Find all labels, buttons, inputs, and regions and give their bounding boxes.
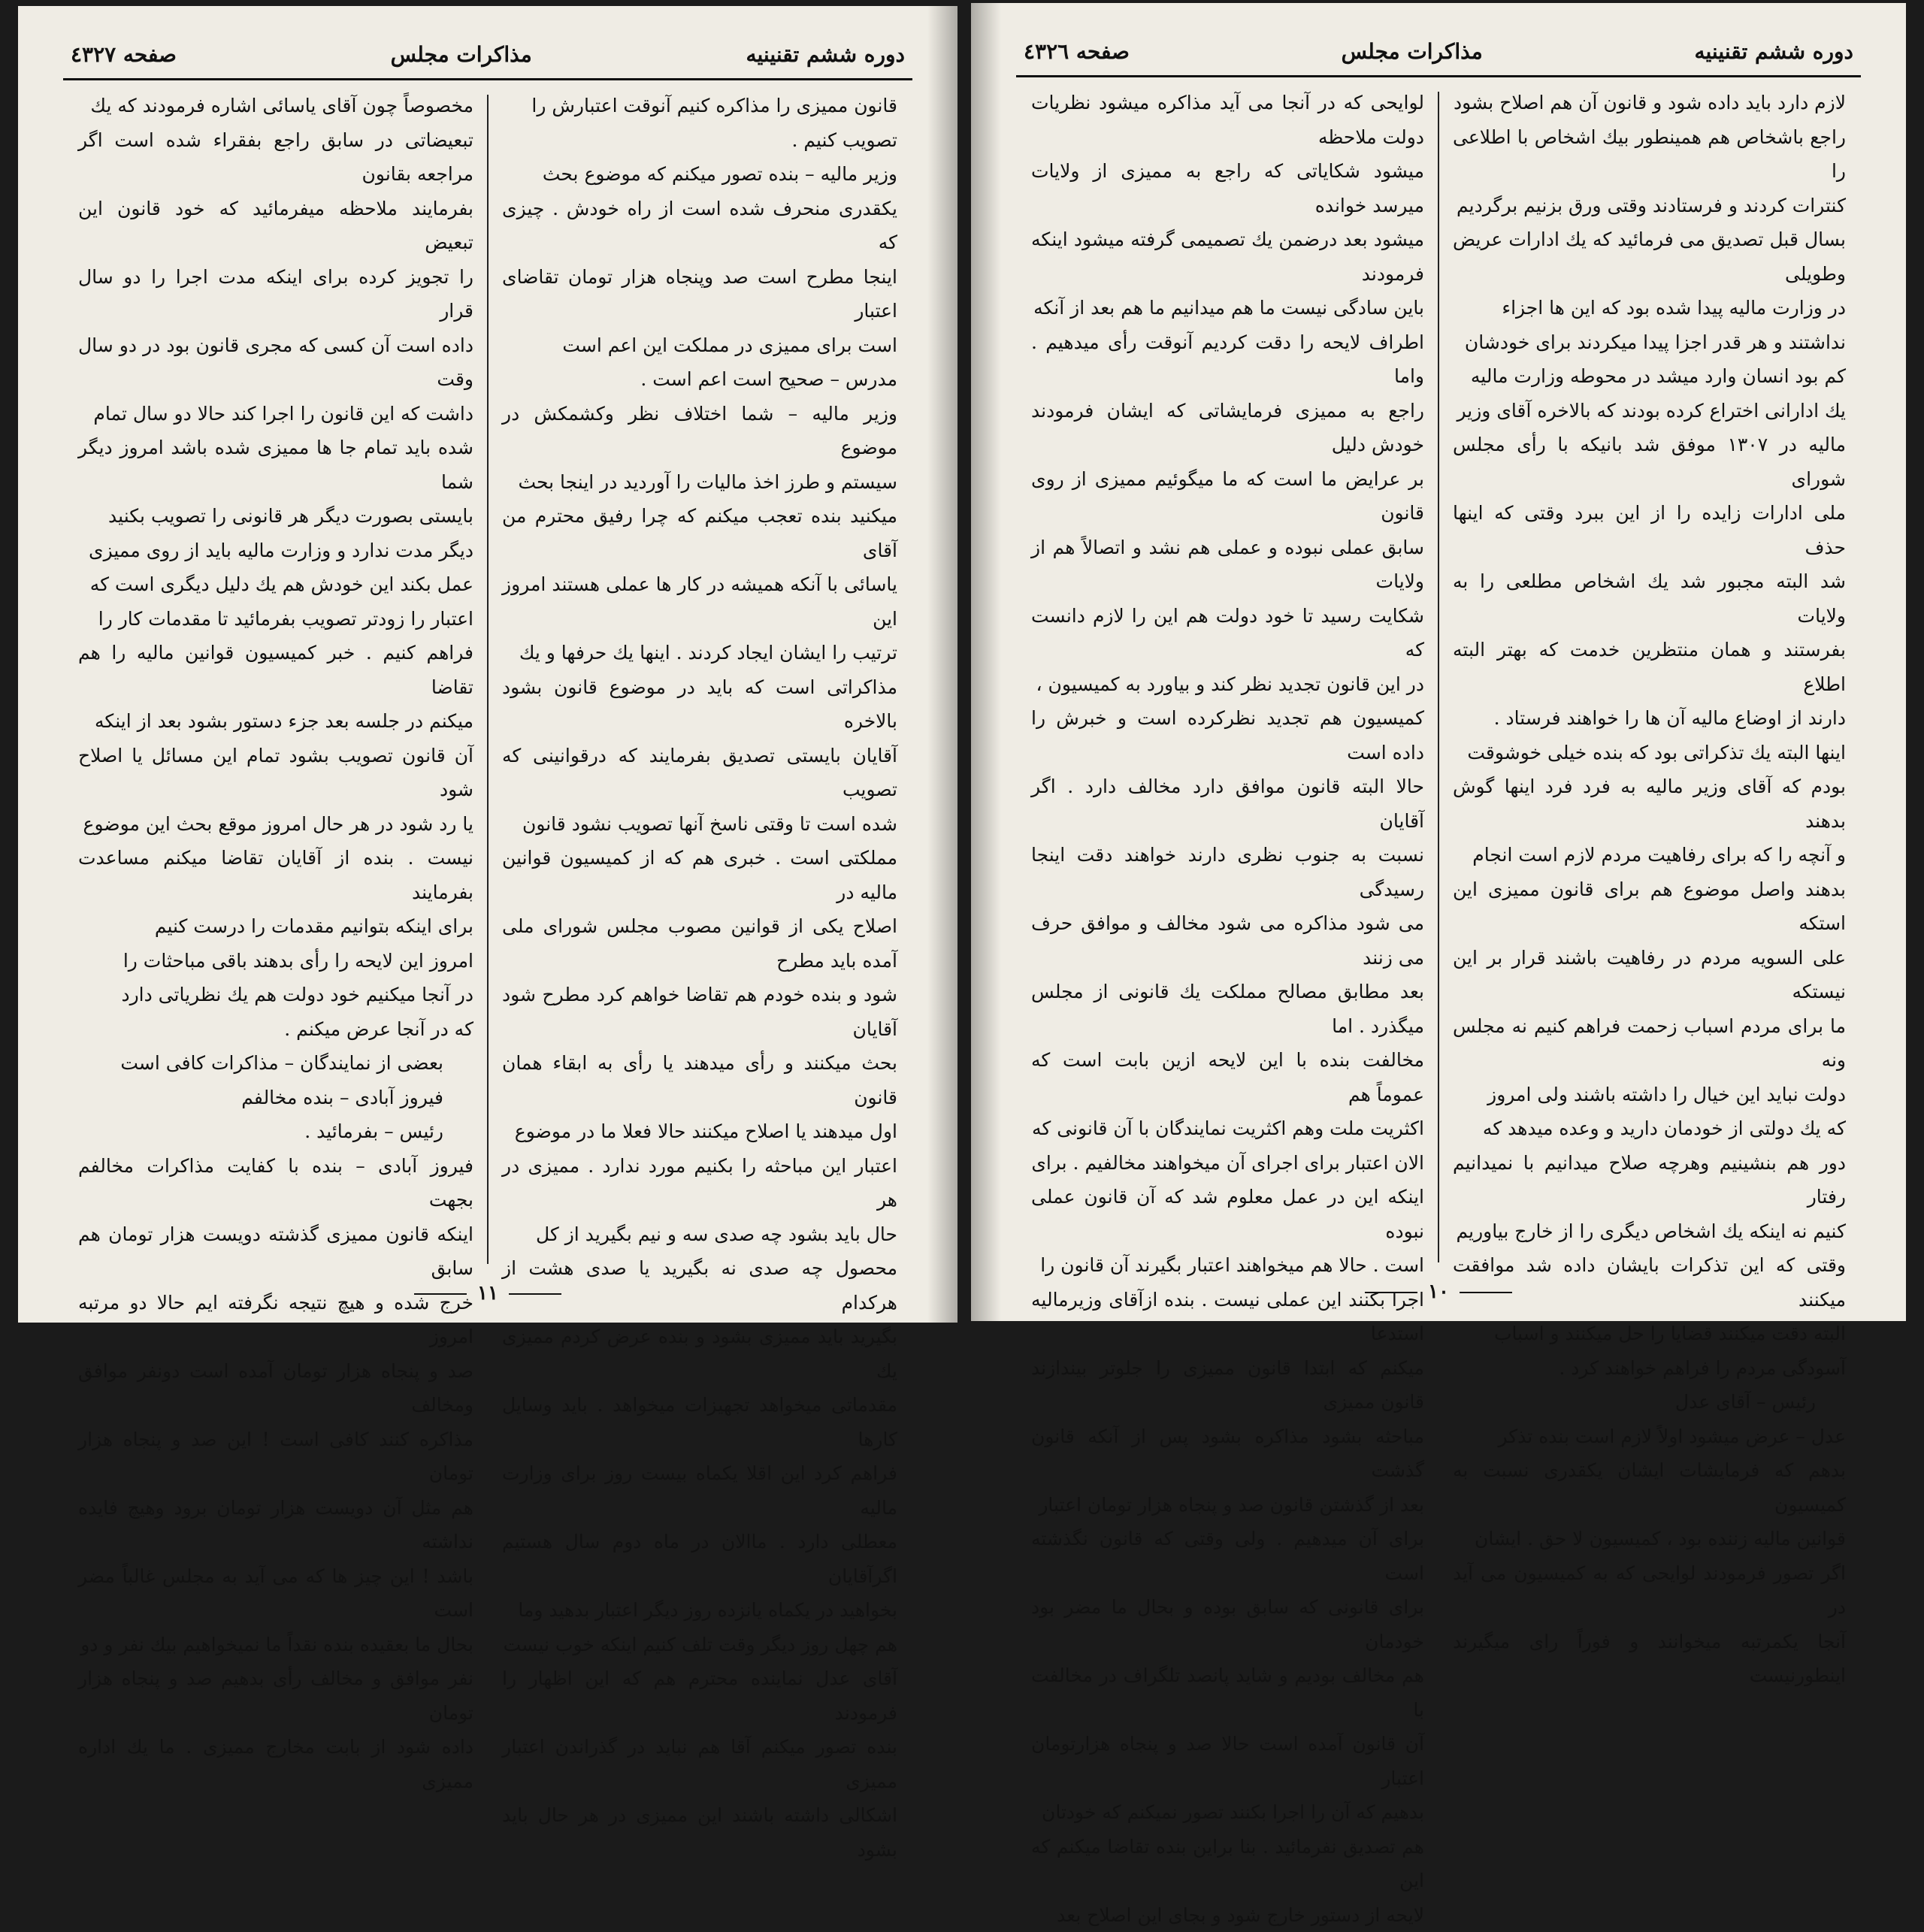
text-line: اینكه این در عمل معلوم شد كه آن قانون عملی نبوده [1031, 1180, 1424, 1248]
text-line: مذاكراتی است كه باید در موضوع قانون بشود بالاخره [502, 670, 897, 739]
text-line: عدل – عرض میشود اولاً لازم است بنده تذكر [1453, 1420, 1846, 1454]
text-line: فراهم كنیم . خبر كمیسیون قوانین مالیه را هم تقاضا [78, 636, 473, 704]
text-line: یك ادارانی اختراع كرده بودند كه بالاخره آقای وزیر [1453, 394, 1846, 428]
text-line: برای آن میدهیم . ولی وقتی كه قانون نگذشته است [1031, 1522, 1424, 1590]
text-line: لازم دارد باید داده شود و قانون آن هم اصلاح بشود [1453, 86, 1846, 120]
text-line: قوانین مالیه زننده بود ، كمیسیون لا حق . ایشان [1453, 1522, 1846, 1556]
text-line: البته دقت میكنند قضایا را حل میكنند و اسباب [1453, 1317, 1846, 1351]
text-line: هم مثل آن دویست هزار تومان برود وهیچ فایده نداشته [78, 1491, 473, 1559]
text-line: اعتبار این مباحثه را بكنیم مورد ندارد . ممیزی در هر [502, 1149, 897, 1217]
text-line: رئیس – بفرمائید . [78, 1114, 473, 1149]
text-line: بدهند واصل موضوع هم برای قانون ممیزی این استكه [1453, 872, 1846, 941]
page-number: ١١ [18, 1282, 957, 1305]
text-line: اعتبار را زودتر تصویب بفرمائید تا مقدمات كار را [78, 602, 473, 636]
text-line: محصول چه صدی نه بگیرید یا صدی هشت از هركدام [502, 1251, 897, 1320]
text-line: را تجویز كرده برای اینكه مدت اجرا را دو سال قرار [78, 260, 473, 328]
text-line: مقدماتی میخواهد تجهیزات میخواهد . باید وسایل كارها [502, 1388, 897, 1456]
text-line: بحال ما بعقیده بنده نقداً ما نمیخواهیم بیك نفر و دو [78, 1628, 473, 1662]
text-line: بگیرید باید ممیزی بشود و بنده عرض كردم ممیزی یك [502, 1320, 897, 1388]
text-line: مالیه در ١٣٠٧ موفق شد بانیكه با رأی مجلس شورای [1453, 428, 1846, 496]
text-line: نیست . بنده از آقایان تقاضا میكنم مساعدت بفرمایند [78, 841, 473, 909]
text-line: راجع باشخاص هم همینطور بیك اشخاص با اطلاعی را [1453, 120, 1846, 189]
text-line: نسبت به جنوب نظری دارند خواهند دقت اینجا رسیدگی [1031, 838, 1424, 906]
text-line: الان اعتبار برای اجرای آن میخواهند مخالفیم . برای [1031, 1146, 1424, 1181]
text-line: وزیر مالیه – شما اختلاف نظر وكشمكش در موضوع [502, 397, 897, 465]
text-line: بر عرایض ما است كه ما میگوئیم ممیزی از روی قانون [1031, 462, 1424, 531]
text-line: دولت نباید این خیال را داشته باشند ولی امروز [1453, 1078, 1846, 1112]
text-line: تصویب كنیم . [502, 123, 897, 158]
text-line: باین سادگی نیست ما هم میدانیم ما هم بعد از آنكه [1031, 291, 1424, 325]
text-line: اول میدهند یا اصلاح میكنند حالا فعلا ما در موضوع [502, 1114, 897, 1149]
text-line: میكنید بنده تعجب میكنم كه چرا رفیق محترم من آقای [502, 499, 897, 567]
text-line: اینكه قانون ممیزی گذشته دویست هزار تومان هم سابق [78, 1217, 473, 1286]
text-line: علی السویه مردم در رفاهیت باشند قرار بر این نیستكه [1453, 941, 1846, 1009]
text-line: كنیم نه اینكه یك اشخاص دیگری را از خارج بیاوریم [1453, 1214, 1846, 1249]
text-line: داشت كه این قانون را اجرا كند حالا دو سال تمام [78, 397, 473, 431]
text-line: هم چهل روز دیگر وقت تلف كنیم اینكه خوب نیست [502, 1628, 897, 1662]
text-line: اینجا مطرح است صد وپنجاه هزار تومان تقاضای اعتبار [502, 260, 897, 328]
text-line: فیروز آبادی – بنده مخالفم [78, 1081, 473, 1115]
text-line: شكایت رسید تا خود دولت هم این را لازم دانست كه [1031, 599, 1424, 667]
text-line: اشكالی داشته باشند این ممیزی در هر حال باید بشود [502, 1798, 897, 1867]
text-line: میكنم كه ابتدا قانون ممیزی را جلوتر بیندازند قانون ممیزی [1031, 1351, 1424, 1420]
text-line: كه یك دولتی از خودمان دارید و وعده میدهد كه [1453, 1111, 1846, 1146]
text-line: راجع به ممیزی فرمایشاتی كه ایشان فرمودند خودش دلیل [1031, 394, 1424, 462]
text-line: دیگر مدت ندارد و وزارت مالیه باید از روی ممیزی [78, 534, 473, 568]
text-line: صد و پنجاه هزار تومان آمده است دونفر موافق ومخالف [78, 1354, 473, 1423]
text-line: اكثریت ملت وهم اكثریت نمایندگان با آن قانونی كه [1031, 1111, 1424, 1146]
text-line: میكنم در جلسه بعد جزء دستور بشود بعد از اینكه [78, 704, 473, 739]
text-line: باشد ! این چیز ها كه می آید به مجلس غالباً مضر است [78, 1559, 473, 1628]
text-columns [65, 89, 911, 1270]
gutter-shadow [927, 6, 957, 1323]
text-line: كم بود انسان وارد میشد در محوطه وزارت مالیه [1453, 359, 1846, 394]
text-line: بعضی از نمایندگان – مذاكرات كافی است [78, 1046, 473, 1081]
text-line: در این قانون تجدید نظر كند و بیاورد به كمیسیون ، [1031, 667, 1424, 702]
text-line: اجرا بكنند این عملی نیست . بنده ازآقای وزیرمالیه استدعا [1031, 1283, 1424, 1351]
text-line: دارند از اوضاع مالیه آن ها را خواهند فرستاد . [1453, 701, 1846, 736]
text-line: دور هم بنشینیم وهرچه صلاح میدانیم با نمیدانیم رفتار [1453, 1146, 1846, 1214]
text-line: مدرس – صحیح است اعم است . [502, 362, 897, 397]
text-line: بدهیم كه آن را اجرا بكنند تصور نمیكنم كه خودتان [1031, 1795, 1424, 1830]
text-line: در وزارت مالیه پیدا شده بود كه این ها اجزاء [1453, 291, 1846, 325]
text-line: تبعیضاتی در سابق راجع بفقراء شده است اگر مراجعه بقانون [78, 123, 473, 192]
text-line: وقتی كه این تذكرات بایشان داده شد موافقت میكنند [1453, 1248, 1846, 1317]
page-header [71, 36, 905, 72]
text-line: میشود بعد درضمن یك تصمیمی گرفته میشود اینكه فرمودند [1031, 222, 1424, 291]
page-header [1024, 33, 1853, 69]
text-line: بنده تصور میكنم آقا هم نباید در گذراندن اعتبار ممیزی [502, 1730, 897, 1798]
text-line: بدهم كه فرمایشات ایشان یكقدری نسبت به كمیسیون [1453, 1453, 1846, 1522]
text-line: حال باید بشود چه صدی سه و نیم بگیرید از كل [502, 1217, 897, 1252]
text-line: نداشتند و هر قدر اجزا پیدا میكردند برای خودشان [1453, 325, 1846, 360]
text-line: هم مخالف بودیم و شاید پانصد تلگراف در مخالفت با [1031, 1658, 1424, 1727]
text-line: كنترات كردند و فرستادند وقتی ورق بزنیم برگردیم [1453, 189, 1846, 223]
text-line: نفر موافق و مخالف رأی بدهیم صد و پنجاه هزار تومان [78, 1661, 473, 1730]
text-columns [1018, 86, 1859, 1268]
text-line: لوایحی كه در آنجا می آید مذاكره میشود نظریات دولت ملاحظه [1031, 86, 1424, 154]
text-line: یا رد شود در هر حال امروز موقع بحث این موضوع [78, 807, 473, 842]
text-line: ما برای مردم اسباب زحمت فراهم كنیم نه مجلس ونه [1453, 1009, 1846, 1078]
text-line: می شود مذاكره می شود مخالف و موافق حرف می زنند [1031, 906, 1424, 975]
text-line: است . حالا هم میخواهند اعتبار بگیرند آن قانون را [1031, 1248, 1424, 1283]
text-line: ملی ادارات زایده را از این ببرد وقتی كه اینها حذف [1453, 496, 1846, 564]
text-line: میشود شكایاتی كه راجع به ممیزی از ولایات میرسد خوانده [1031, 154, 1424, 222]
text-line: یكقدری منحرف شده است از راه خودش . چیزی كه [502, 192, 897, 260]
text-line: آقای عدل نماینده محترم هم كه این اظهار را فرمودند [502, 1661, 897, 1730]
text-line: عمل بكند این خودش هم یك دلیل دیگری است كه [78, 567, 473, 602]
text-line: مملكتی است . خبری هم كه از كمیسیون قوانین مالیه در [502, 841, 897, 909]
text-line: بودم كه آقای وزیر مالیه به فرد فرد اینها گوش بدهند [1453, 769, 1846, 838]
header-rule [1016, 75, 1861, 77]
text-line: فیروز آبادی – بنده با كفایت مذاكرات مخالفم بجهت [78, 1149, 473, 1217]
column-left [65, 89, 487, 1270]
text-line: سیستم و طرز اخذ مالیات را آوردید در اینجا بحث [502, 465, 897, 500]
text-line: اگر تصور فرمودند لوایحی كه به كمیسیون می آید در [1453, 1556, 1846, 1625]
text-line: اصلاح یكی از قوانین مصوب مجلس شورای ملی آمده باید مطرح [502, 909, 897, 978]
text-line: فراهم كرد این اقلا یكماه بیست روز برای وزارت مالیه [502, 1456, 897, 1525]
text-line: بسال قبل تصدیق می فرمائید كه یك ادارات عریض وطویلی [1453, 222, 1846, 291]
text-line: بعد از گذشتن قانون صد و پنجاه هزار تومان اعتبار [1031, 1488, 1424, 1522]
text-line: معطلی دارد . ماالان در ماه دوم سال هستیم اگرآقایان [502, 1525, 897, 1593]
text-line: وزیر مالیه – بنده تصور میكنم كه موضوع بحث [502, 157, 897, 192]
text-line: بخواهید در یكماه یانزده روز دیگر اعتبار بدهید وما [502, 1593, 897, 1628]
gutter-shadow [971, 3, 1001, 1321]
text-line: و آنچه را كه برای رفاهیت مردم لازم است انجام [1453, 838, 1846, 872]
header-title: مذاكرات مجلس [1342, 39, 1483, 64]
text-line: مباحثه بشود مذاكره بشود پس از آنكه قانون گذشت [1031, 1420, 1424, 1488]
header-title: مذاكرات مجلس [391, 42, 532, 67]
text-line: آقایان بایستی تصدیق بفرمایند كه درقوانینی كه تصویب [502, 739, 897, 807]
page-4327 [18, 6, 957, 1323]
text-line: آنجا یكمرتبه میخوانند و فوراً رای میگیرند اینطورنیست [1453, 1625, 1846, 1693]
text-line: قانون ممیزی را مذاكره كنیم آنوقت اعتبارش را [502, 89, 897, 123]
text-line: در آنجا میكنیم خود دولت هم یك نظریاتی دارد [78, 978, 473, 1012]
column-left [1018, 86, 1438, 1268]
text-line: آن قانون تصویب بشود تمام این مسائل یا اصلاح شود [78, 739, 473, 807]
header-section: دوره ششم تقنينيه [746, 42, 905, 67]
text-line: حالا البته قانون موافق دارد مخالف دارد . اگر آقایان [1031, 769, 1424, 838]
header-page-label: صفحه ٤٣٢٧ [71, 42, 177, 67]
text-line: كه در آنجا عرض میكنم . [78, 1012, 473, 1047]
speaker-line: رئیس – آقای عدل [1453, 1385, 1846, 1420]
text-line: شده است تا وقتی ناسخ آنها تصویب نشود قانون [502, 807, 897, 842]
text-line: بحث میكنند و رأی میدهند یا رأی به ابقاء همان قانون [502, 1046, 897, 1114]
text-line: امروز این لایحه را رأی بدهند باقی مباحثات را [78, 944, 473, 978]
text-line: شده باید تمام جا ها ممیزی شده باشد امروز دیگر شما [78, 431, 473, 499]
text-line: برای قانونی كه سابق بوده و بحال ما مضر بود خودمان [1031, 1590, 1424, 1658]
text-line: اینها البته یك تذكراتی بود كه بنده خیلی خوشوقت [1453, 736, 1846, 770]
text-line: بفرستند و همان منتظرین خدمت كه بهتر البته اطلاع [1453, 633, 1846, 701]
header-page-label: صفحه ٤٣٢٦ [1024, 39, 1130, 64]
text-line: شود و بنده خودم هم تقاضا خواهم كرد مطرح شود آقایان [502, 978, 897, 1046]
text-line: بایستی بصورت دیگر هر قانونی را تصویب بكنید [78, 499, 473, 534]
text-line: لایحه از دستور خارج شود و بجای این اصلاح بعد [1031, 1898, 1424, 1932]
text-line: بفرمایند ملاحظه میفرمائید كه خود قانون این تبعیض [78, 192, 473, 260]
text-line: مخالفت بنده با این لایحه ازین بابت است كه عموماً هم [1031, 1043, 1424, 1111]
text-line: كمیسیون هم تجدید نظركرده است و خبرش را داده است [1031, 701, 1424, 769]
text-line: برای اینكه بتوانیم مقدمات را درست كنیم [78, 909, 473, 944]
text-line: داده است آن كسی كه مجری قانون بود در دو سال وقت [78, 328, 473, 397]
page-4326 [971, 3, 1906, 1321]
text-line: هم تصدیق نفرمائید . بنا براین بنده تقاضا میكنم كه این [1031, 1830, 1424, 1898]
text-line: داده شود از بابت مخارج ممیزی . ما یك اداره ممیزی [78, 1730, 473, 1798]
header-section: دوره ششم تقنينيه [1694, 39, 1853, 64]
text-line: آن قانون آمده است حالا صد و پنجاه هزارتومان اعتبار [1031, 1727, 1424, 1795]
text-line: سابق عملی نبوده و عملی هم نشد و اتصالاً هم از ولایات [1031, 531, 1424, 599]
text-line: اطراف لایحه را دقت كردیم آنوقت رأی میدهیم . واما [1031, 325, 1424, 394]
page-number: ١٠ [971, 1280, 1906, 1303]
text-line: است برای ممیزی در مملكت این اعم است [502, 328, 897, 363]
text-line: آسودگی مردم را فراهم خواهند كرد . [1453, 1351, 1846, 1386]
text-line: خرج شده و هیچ نتیجه نگرفته ایم حالا دو مرتبه امروز [78, 1286, 473, 1354]
text-line: شد البته مجبور شد یك اشخاص مطلعی را به ولایات [1453, 564, 1846, 633]
text-line: بعد مطابق مصالح مملكت یك قانونی از مجلس میگذرد . اما [1031, 975, 1424, 1043]
text-line: یاسائی با آنكه همیشه در كار ها عملی هستند امروز این [502, 567, 897, 636]
text-line: مذاكره كنند كافی است ! این صد و پنجاه هزار تومان [78, 1423, 473, 1491]
column-right [489, 89, 911, 1270]
text-line: ترتیب را ایشان ایجاد كردند . اینها یك حرفها و یك [502, 636, 897, 670]
text-line: مخصوصاً چون آقای یاسائی اشاره فرمودند كه یك [78, 89, 473, 123]
header-rule [63, 78, 912, 80]
column-right [1439, 86, 1859, 1268]
